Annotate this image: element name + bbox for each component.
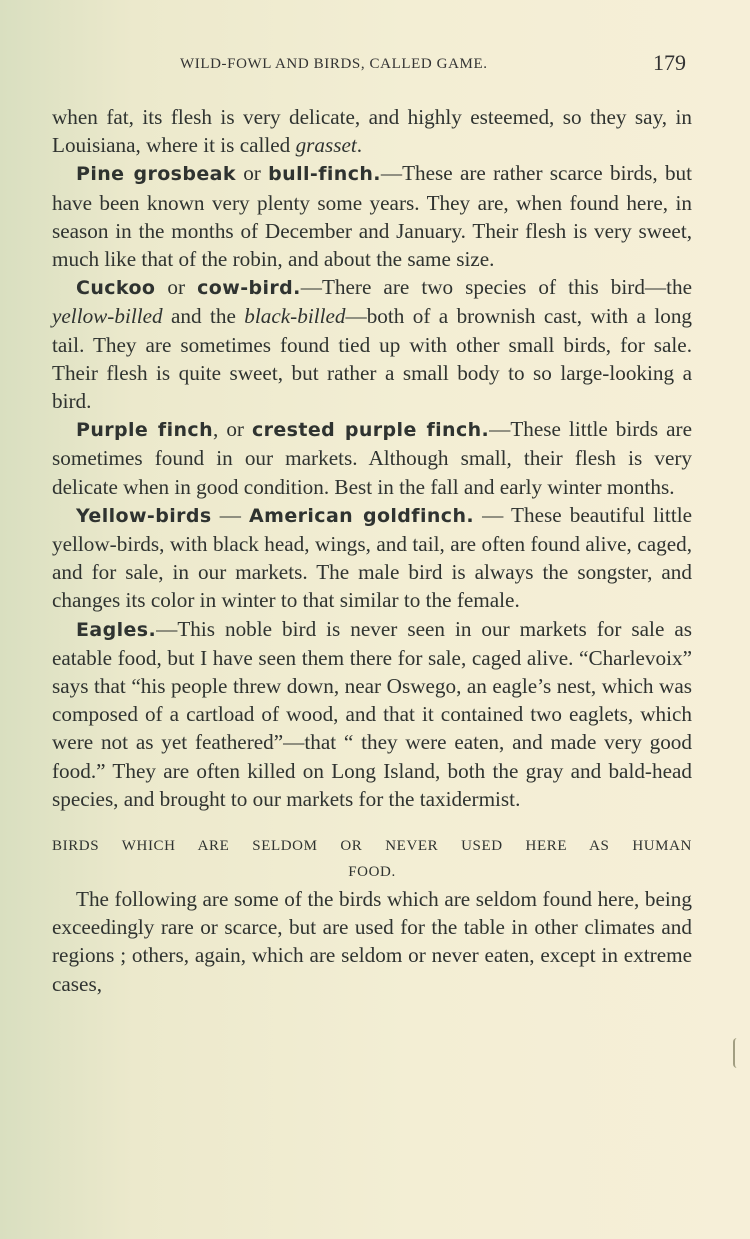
paragraph-text: or: [235, 161, 269, 186]
paragraph-text: —There are two species of this bird—the: [300, 275, 692, 300]
paragraph-purple-finch: [52, 415, 692, 501]
paragraph-text: —: [211, 502, 250, 527]
section-heading-line-1: BIRDS WHICH ARE SELDOM OR NEVER USED HERE AS HUMAN: [52, 838, 692, 855]
bold-term: crested purple finch.: [251, 419, 490, 442]
paragraph-pine-grosbeak: [52, 159, 692, 273]
italic-term: black-billed: [244, 304, 346, 329]
bold-term: Yellow-birds: [76, 504, 212, 527]
paragraph-text: , or: [213, 417, 252, 442]
paragraph-text: —both of a brownish cast, with a long tail. They are sometimes found tied up with other small birds, for sale. Their flesh is quite sweet, but rather a small body to so large-looking a bird.: [52, 304, 693, 414]
paragraph-text: when fat, its flesh is very delicate, and highly esteemed, so they say, in Louisiana, where it is called: [52, 105, 692, 158]
bold-term: Purple finch: [76, 419, 214, 442]
paragraph-text: —These are rather scarce birds, but have been known very plenty some years. They are, when found here, in season in the months of December and January. Their flesh is very sweet, much like that of the robin, and about the same size.: [52, 161, 693, 272]
page-header: [52, 50, 692, 80]
bold-term: bull-finch.: [268, 163, 381, 186]
bold-term: Eagles.: [76, 618, 157, 641]
page-number: 179: [653, 50, 686, 75]
running-head: WILD-FOWL AND BIRDS, CALLED GAME.: [180, 56, 488, 72]
paragraph-text: — These beautiful little yellow-birds, with black head, wings, and tail, are often found alive, caged, and for sale, in our markets. The male bird is always the songster, and changes its color in winter to that similar to the female.: [52, 502, 692, 613]
paragraph-following: The following are some of the birds which are seldom found here, being exceedingly rare or scarce, but are used for the table in other climates and regions ; others, again, which are seldom or never eaten, except in extreme cases,: [52, 887, 692, 996]
italic-term: grasset: [295, 133, 357, 158]
paragraph-text: .: [356, 133, 363, 158]
page-body: [52, 103, 692, 998]
paragraph-text: —This noble bird is never seen in our markets for sale as eatable food, but I have seen them there for sale, caged alive. “Charlevoix” says that “his people threw down, near Oswego, an eagle’s nest, which was composed of a cartload of wood, and that it contained two eaglets, which were not as yet feathered”—that “ they were eaten, and made very good food.” They are often killed on Long Island, both the gray and bald-head species, and brought to our markets for the taxidermist.: [52, 616, 692, 811]
bold-term: Pine grosbeak: [76, 163, 236, 186]
paragraph-yellow-birds: [52, 501, 692, 615]
paragraph-text: and the: [162, 304, 245, 329]
margin-mark: [733, 1038, 743, 1068]
bold-term: Cuckoo: [76, 277, 156, 300]
paragraph-text: or: [155, 275, 198, 300]
italic-term: yellow-billed: [52, 304, 163, 329]
paragraph-text: —These little birds are sometimes found in our markets. Although small, their flesh is very delicate when in good condition. Best in the fall and early winter months.: [52, 417, 692, 499]
bold-term: American goldfinch.: [249, 504, 475, 527]
section-heading: [52, 833, 692, 885]
paragraph-eagles: [52, 615, 692, 813]
paragraph-cuckoo: [52, 273, 692, 415]
section-heading-line-2: FOOD.: [348, 864, 396, 881]
bold-term: cow-bird.: [197, 277, 301, 300]
paragraph-grasset: [52, 103, 692, 159]
